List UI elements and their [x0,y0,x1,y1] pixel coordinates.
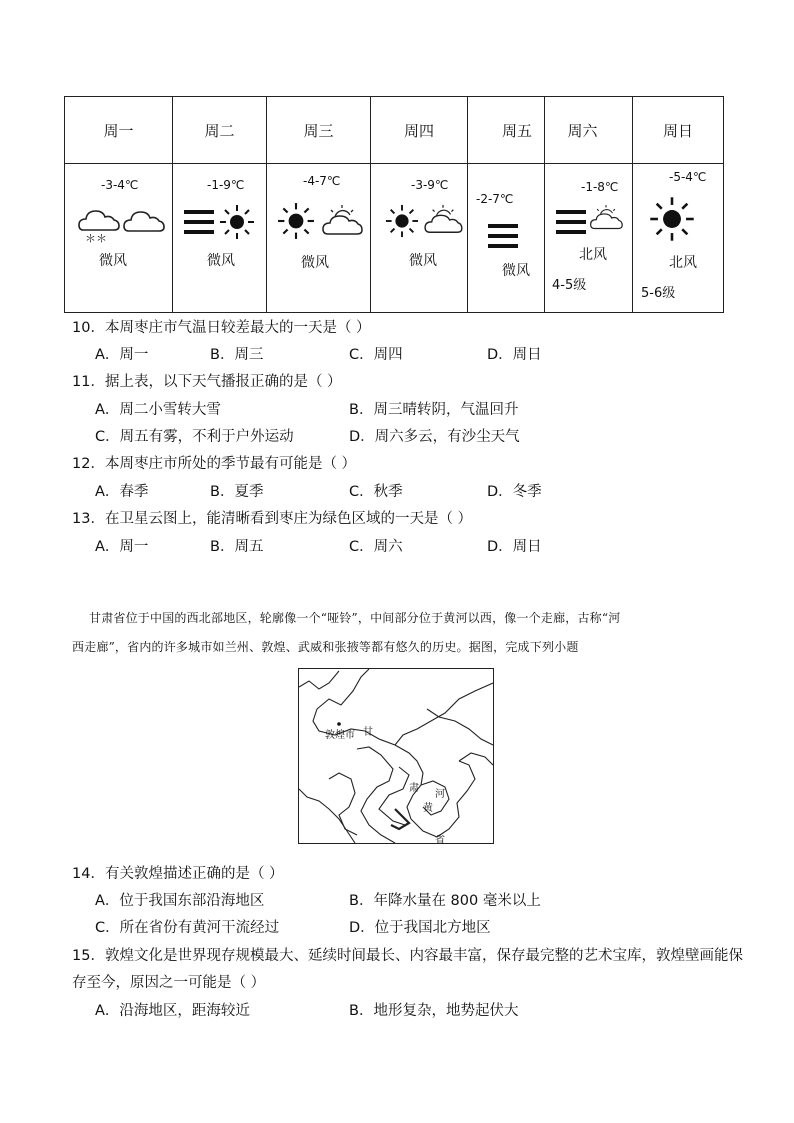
option-c[interactable]: C．周六 [349,539,403,555]
sun-icon [277,202,315,240]
question-15-line-2: 存至今，原因之一可能是（ ） [72,975,266,991]
river-char-1: 黄 [423,803,433,814]
temperature-range: -3-4℃ [101,178,139,192]
sun-icon [649,196,695,242]
weather-cell-wed [267,164,371,313]
option-c[interactable]: C．周四 [349,347,403,363]
wind-label: 微风 [207,253,235,269]
wind-level: 5-6级 [641,286,676,301]
intro-line-1: 甘肃省位于中国的西北部地区，轮廓像一个“哑铃”，中间部分位于黄河以西，像一个走廊，古称“河 [89,611,621,625]
weather-table [64,96,724,313]
option-a[interactable]: A．周一 [95,539,149,555]
option-a[interactable]: A．周一 [95,347,149,363]
question-15-line-1: 15．敦煌文化是世界现存规模最大、延续时间最长、内容最丰富，保存最完整的艺术宝库，敦煌壁画能保 [72,948,743,964]
option-b[interactable]: B．年降水量在 800 毫米以上 [349,893,541,909]
temperature-range: -3-9℃ [411,178,449,192]
weather-cell-sun [633,164,724,313]
fog-icon [486,222,520,250]
river-char-2: 河 [435,789,445,800]
weather-cell-fri [468,164,545,313]
temperature-range: -2-7℃ [476,192,514,206]
weather-cell-thu [371,164,468,313]
question-12: 12．本周枣庄市所处的季节最有可能是（ ） [72,456,357,472]
option-a[interactable]: A．位于我国东部沿海地区 [95,893,265,909]
map-outline [299,669,493,843]
option-b[interactable]: B．周五 [210,539,264,555]
question-14: 14．有关敦煌描述正确的是（ ） [72,866,284,882]
day-header-sun: 周日 [633,97,724,164]
sun-icon [385,204,419,238]
weather-cell-mon [65,164,173,313]
wind-label: 微风 [301,255,329,271]
option-d[interactable]: D．周日 [487,347,542,363]
option-b[interactable]: B．地形复杂，地势起伏大 [349,1003,519,1019]
weather-cell-sat [545,164,633,313]
gansu-map [298,668,494,844]
day-header-thu: 周四 [371,97,468,164]
wind-label: 微风 [99,253,127,269]
temperature-range: -1-8℃ [581,180,619,194]
sun-icon [219,204,255,240]
question-11: 11．据上表，以下天气播报正确的是（ ） [72,374,342,390]
wind-label: 微风 [502,263,530,279]
wind-label: 北风 [579,247,607,263]
option-a[interactable]: A．沿海地区，距海较近 [95,1003,250,1019]
day-header-tue: 周二 [173,97,267,164]
option-c[interactable]: C．秋季 [349,484,403,500]
wind-level: 4-5级 [552,278,587,293]
fog-icon [183,208,215,236]
intro-line-2: 西走廊”，省内的许多城市如兰州、敦煌、武威和张掖等都有悠久的历史。据图，完成下列小题 [72,640,579,654]
option-b[interactable]: B．夏季 [210,484,264,500]
fog-icon [555,208,587,236]
day-header-mon: 周一 [65,97,173,164]
snow-cloud-icon [77,206,121,244]
option-d[interactable]: D．周日 [487,539,542,555]
question-10: 10．本周枣庄市气温日较差最大的一天是（ ） [72,320,371,336]
province-char-3: 省 [435,835,445,846]
option-a[interactable]: A．春季 [95,484,149,500]
partly-cloudy-icon [589,204,623,232]
province-char-1: 甘 [363,727,373,738]
day-header-sat: 周六 [545,97,633,164]
temperature-range: -4-7℃ [303,174,341,188]
option-d[interactable]: D．位于我国北方地区 [349,920,491,936]
day-header-fri: 周五 [468,97,545,164]
weather-cell-tue [173,164,267,313]
option-d[interactable]: D．冬季 [487,484,542,500]
option-a[interactable]: A．周二小雪转大雪 [95,402,221,418]
partly-cloudy-icon [423,204,463,236]
wind-label: 北风 [669,255,697,271]
option-b[interactable]: B．周三晴转阴，气温回升 [349,402,519,418]
partly-cloudy-icon [321,204,363,238]
cloud-icon [123,207,165,235]
temperature-range: -5-4℃ [669,170,707,184]
option-c[interactable]: C．周五有雾，不利于户外运动 [95,429,294,445]
city-label-dunhuang: 敦煌市 [325,730,355,741]
option-d[interactable]: D．周六多云，有沙尘天气 [349,429,520,445]
question-13: 13．在卫星云图上，能清晰看到枣庄为绿色区域的一天是（ ） [72,511,473,527]
svg-text:＊＊: ＊＊ [85,232,107,244]
temperature-range: -1-9℃ [207,178,245,192]
province-char-2: 肃 [409,783,419,794]
option-b[interactable]: B．周三 [210,347,264,363]
option-c[interactable]: C．所在省份有黄河干流经过 [95,920,280,936]
day-header-wed: 周三 [267,97,371,164]
wind-label: 微风 [409,253,437,269]
